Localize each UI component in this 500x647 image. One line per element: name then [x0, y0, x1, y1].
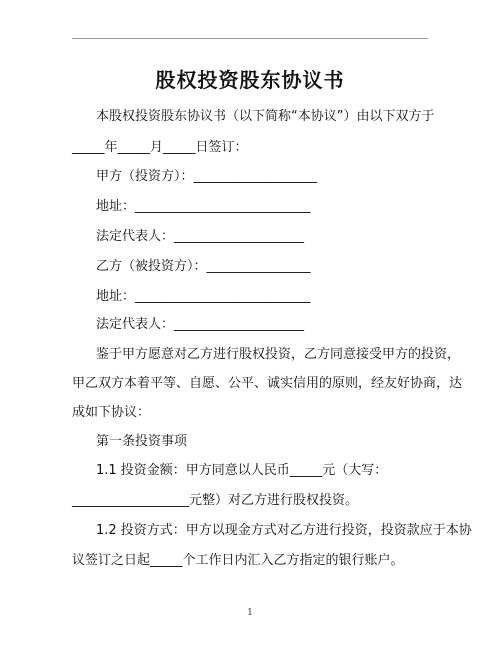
- clause-1-1-line-2: __________________元整）对乙方进行股权投资。: [72, 493, 359, 508]
- party-a-representative-line: 法定代表人：____________________: [96, 229, 305, 244]
- clause-1-1-line-1: 1.1 投资金额：甲方同意以人民币_____元（大写：: [96, 463, 388, 478]
- party-b-representative-line: 法定代表人：____________________: [96, 317, 305, 332]
- signing-date-line: _____年_____月_____日签订：: [72, 140, 248, 155]
- clause-1-2-line-1: 1.2 投资方式：甲方以现金方式对乙方进行投资，投资款应于本协: [96, 523, 472, 538]
- party-b-address-line: 地址：___________________________: [96, 289, 311, 304]
- intro-line: 本股权投资股东协议书（以下简称“本协议”）由以下双方于: [96, 109, 435, 124]
- recital-line-2: 甲乙双方本着平等、自愿、公平、诚实信用的原则，经友好协商，达: [72, 376, 463, 391]
- party-a-address-line: 地址：___________________________: [96, 199, 311, 214]
- party-b-line: 乙方（被投资方）：________________: [96, 259, 311, 274]
- document-title: 股权投资股东协议书: [155, 68, 345, 92]
- party-a-line: 甲方（投资方）：___________________: [96, 169, 318, 184]
- header-rule: [72, 38, 428, 39]
- page-number: 1: [247, 608, 253, 618]
- recital-line-1: 鉴于甲方愿意对乙方进行股权投资，乙方同意接受甲方的投资，: [96, 347, 461, 362]
- clause-1-2-line-2: 议签订之日起_____个工作日内汇入乙方指定的银行账户。: [72, 553, 404, 568]
- recital-line-3: 成如下协议：: [72, 405, 151, 420]
- article-one-heading: 第一条投资事项: [96, 434, 188, 449]
